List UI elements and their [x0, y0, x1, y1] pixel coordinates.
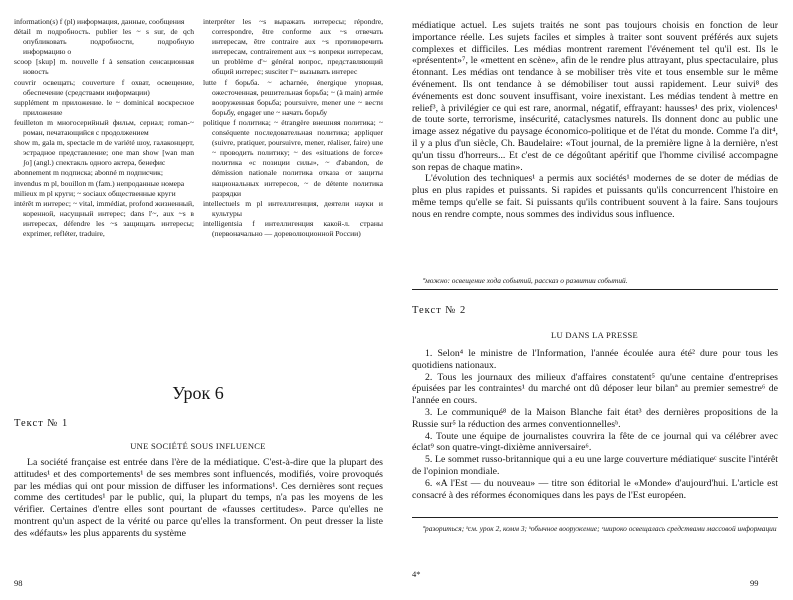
vocab-entry: milieux m pl круги; ~ sociaux общественные круги: [14, 188, 176, 198]
list-item: 3. Le communiqué⁸ de la Maison Blanche fait état³ des dernières propositions de la Russie sur⁵ la réduction des armes conventionnellesᵇ.: [412, 406, 778, 430]
footnote: ªможно: освещение хода событий, рассказ о развитии событий.: [423, 276, 628, 285]
vocab-entry: information(s) f (pl) информация, данные, сообщения: [14, 17, 185, 26]
vocab-entry: interpréter les ~s выражать интересы; répondre, correspondre, être conforme aux ~s отвечать интересам, être contraire aux ~s противоречить интересам, contrairement aux ~s вопреки интересам, un problème d'~ général вопрос, представляющий общий интерес; susciter l'~ вызывать интерес: [203, 17, 383, 77]
vocab-entry: invendus m pl, bouillon m (fam.) непроданные номера: [14, 178, 185, 188]
paragraph: La société française est entrée dans l'ère de la médiatique. C'est-à-dire que la plupart des attitudes¹ et des comportements¹ de ses membres sont influencés, modifiés, voire provoqués par les médias qui ont pour mission de diffuser les informations¹. Ces dernières sont reçues comme des certitudes¹ par le public, qui, la plupart du temps, n'a pas les moyens de les vérifier. Certaines d'entre elles sont pourtant de «fausses certitudes». Parce qu'elles ne montrent qu'un aspect de la vérité ou parce qu'elles la transforment. On peut dresser la liste des «défauts» les plus apparents du système: [14, 457, 383, 539]
right-page: [396, 0, 793, 600]
text-title: UNE SOCIÉTÉ SOUS INFLUENCE: [130, 441, 266, 451]
vocab-entry: politique f политика; ~ étrangère внешняя политика; ~ conséquente последовательная политика; appliquer (suivre, pratiquer, poursuivre, mener, réaliser, faire) une ~ проводить политику; ~ des «situations de force» политика «с позиции силы», ~ d'abandon, de démission nationale политика отказа от защиты национальных интересов, ~ de détente политика разрядки: [203, 117, 383, 198]
vocab-entry: intellectuels m pl интеллигенция, деятели науки и культуры: [203, 198, 383, 218]
footnote: ªразориться; ᵇсм. урок 2, комм 3; ᵇобычное вооружение; ᶜшироко освещалась средствами массовой информации: [423, 524, 777, 533]
page-number: 98: [14, 578, 23, 588]
text-number: Текст № 2: [412, 305, 467, 316]
text-title: LU DANS LA PRESSE: [550, 330, 639, 340]
vocab-entry: intérêt m интерес; ~ vital, immédiat, profond жизненный, коренной, насущный интерес; dans l'~, aux ~s в интересах, défendre les ~s защищать интересы; exprimer, refléter, traduire,: [14, 198, 194, 238]
list-item: 4. Toute une équipe de journalistes couvrira la fête de ce journal qui va célébrer avec éclat⁹ son quatre-vingt-dixième anniversaire⁶.: [412, 430, 778, 454]
vocab-entry: abonnement m подписка; abonné m подписчик;: [14, 168, 163, 178]
vocab-entry: intelligentsia f интеллигенция какой-л. страны (первоначально — дореволюционной России): [203, 218, 383, 238]
page-number: 99: [750, 578, 759, 588]
lesson-title: Урок 6: [172, 383, 224, 403]
vocabulary-column-1: [14, 17, 194, 239]
vocabulary-column-2: [203, 17, 383, 239]
list-item: 5. Le sommet russo-britannique qui a eu une large couverture médiatiqueᶜ suscite l'intérêt de l'opinion mondiale.: [412, 454, 778, 477]
text-body: [14, 457, 383, 540]
vocab-entry: supplément m приложение. le ~ dominical воскресное приложение: [14, 97, 194, 117]
vocab-entry: show m, gala m, spectacle m de variété шоу, галаконцерт, эстрадное представление; one man show [wan man ʃo] (angl.) спектакль одного актера, бенефис: [14, 138, 194, 168]
list-item: 2. Tous les journaux des milieux d'affaires constatent⁵ qu'une centaine d'entreprises épuisées par les contraintes¹ du marché ont dû déposer leur bilanª au premier semestre⁶ de l'année en cours.: [412, 371, 778, 407]
vocab-entry: lutte f борьба. ~ acharnée, énergique упорная, ожесточенная, решительная борьба; ~ (à main) armée вооруженная борьба; poursuivre, mener une ~ вести борьбу, engager une ~ начать борьбу: [203, 77, 383, 117]
paragraph: médiatique actuel. Les sujets traités ne sont pas toujours choisis en fonction de leur importance réelle. Les sujets faciles et simples à traiter sont souvent préférés aux sujets complexes et difficiles. Les médias montrent rarement l'événement tel qu'il est. Ils le «présentent»⁷, le «mettent en scène», afin de le rendre plus attrayant, plus spectaculaire, plus étonnant. Les médias ont tendance à se mobiliser très vite et tous ensemble sur le même événement. Ils ont tendance à se démobiliser tout aussi rapidement. Leur suivi⁸ des événements est donc souvent insuffisant, voire inexistant. Les médias tendent à mettre en relief³, à privilégier ce qui est rare, anormal, négatif, effrayant: hausses¹ des prix, violences¹ de toute sorte, terrorisme, insécurité, cataclysmes naturels. Ils donnent donc au public une image assez négative du paysage économico-politique et de l'état du monde. Comme l'a dit⁴, il y a plus d'un siècle, Ch. Baudelaire: «Tout journal, de la première ligne à la dernière, n'est qu'un tissu d'horreurs... Et c'est de ce dégoûtant apéritif que l'homme civilisé accompagne son repas de chaque matin».: [412, 20, 778, 173]
list-item: 6. «A l'Est — du nouveau» — titre son éditorial le «Monde» d'aujourd'hui. L'article est consacré à des réformes économiques dans les pays de l'Est européen.: [412, 477, 778, 501]
signature-mark: 4*: [412, 569, 421, 579]
list-item: 1. Selon⁴ le ministre de l'Information, l'année écoulée aura été² dure pour tous les quotidiens nationaux.: [412, 348, 778, 371]
vocab-entry: feuilleton m многосерийный фильм, сериал; roman-~ роман, печатающийся с продолжением: [14, 117, 194, 138]
vocab-entry: couvrir освещать; couverture f охват, освещение, обеспечение (средствами информации): [14, 77, 194, 97]
divider: [412, 517, 778, 518]
divider: [412, 289, 778, 290]
vocab-entry: scoop [skup] m. nouvelle f à sensation сенсационная новость: [14, 57, 194, 77]
left-page: [0, 0, 396, 600]
text-number: Текст № 1: [14, 418, 69, 429]
vocab-entry: détail m подробность. publier les ~ s sur, de qch опубликовать подробности, подробную информацию о: [14, 27, 194, 57]
press-items: [412, 348, 778, 501]
paragraph: L'évolution des techniques¹ a permis aux sociétés¹ modernes de se doter de médias de plus en plus rapides et puissants. Si rapides et puissants qu'ils concurrencent l'histoire en même temps qu'elle se fait. Si puissants qu'ils contribuent souvent à la faire. Sans toujours nous en rendre compte, nous sommes des individus sous influence.: [412, 173, 778, 220]
text-body-continued: [412, 20, 778, 221]
